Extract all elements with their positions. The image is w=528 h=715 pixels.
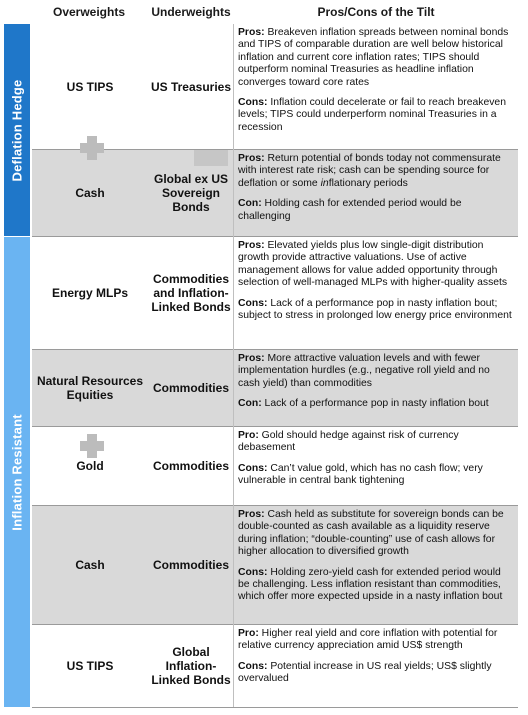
pros-text: [238, 353, 514, 390]
table-row: [32, 427, 518, 505]
overweight-cell: Gold: [76, 459, 104, 473]
cons-body: Inflation could decelerate or fail to reach breakeven levels; TIPS could underperform nominal Treasuries in a recession: [238, 97, 506, 133]
pros-text: [238, 27, 514, 89]
pros-body: Higher real yield and core inflation with potential for relative currency appreciation amid US$ strength: [238, 628, 498, 652]
pros-cons-cell: [234, 24, 518, 149]
pros-cons-cell: [234, 350, 518, 426]
pros-body: Breakeven inflation spreads between nominal bonds and TIPS of comparable duration are well below historical inflation and current core inflation rates; TIPS should outperform nominal Treasuries as headline inflation converges toward core rates: [238, 27, 509, 88]
pros-cons-cell: [234, 427, 518, 505]
pros-italic: in: [320, 177, 329, 189]
cons-body: Holding zero-yield cash for extended period would be challenging. Less inflation resistant than commodities, which offer more expected upside in a nasty inflation bout: [238, 566, 503, 603]
section-deflation-hedge: [4, 24, 30, 236]
pros-text: [238, 153, 514, 190]
row-divider: [32, 707, 518, 708]
underweight-cell: Commodities and Inflation-Linked Bonds: [151, 272, 231, 314]
pros-label: Pro:: [238, 430, 259, 441]
pros-cons-cell: [234, 150, 518, 236]
overweight-cell: US TIPS: [66, 79, 114, 94]
cons-label: Cons:: [238, 462, 268, 474]
pros-cons-cell: [234, 237, 518, 349]
pros-body: Return potential of bonds today not commensurate with interest rate risk; cash can be spending source for deflation or some: [238, 153, 501, 189]
cons-body: Lack of a performance pop in nasty inflation bout; subject to stress in prolonged low energy price environment: [238, 297, 512, 322]
pros-text: [238, 509, 514, 559]
pros-cons-cell: [234, 506, 518, 624]
cons-body: Holding cash for extended period would be challenging: [238, 198, 462, 222]
overweight-cell: Energy MLPs: [51, 286, 129, 300]
pros-body: Gold should hedge against risk of currency debasement: [238, 430, 459, 454]
pros-label: Pro:: [238, 628, 259, 639]
cons-label: Cons:: [238, 566, 268, 578]
overweight-cell: US TIPS: [66, 659, 114, 673]
pros-text: [238, 240, 514, 290]
cons-text: [238, 661, 514, 686]
pros-body: Cash held as substitute for sovereign bonds can be double-counted as cash available as a liquidity reserve during inflation; “double-counting” use of cash allows for higher allocation to diversified growth: [238, 509, 504, 558]
table-row: [32, 506, 518, 624]
header-overweights: Overweights: [52, 5, 126, 19]
underweight-cell: US Treasuries: [150, 79, 232, 94]
underweight-cell: Commodities: [152, 381, 229, 395]
pros-label: Pros:: [238, 353, 265, 364]
header-underweights: Underweights: [151, 5, 231, 19]
overweight-cell: Cash: [75, 558, 105, 572]
underweight-cell: Global Inflation-Linked Bonds: [151, 645, 231, 687]
section-deflation-label: Deflation Hedge: [9, 79, 25, 181]
pros-text: [238, 628, 514, 653]
underweight-cell: Commodities: [152, 558, 229, 572]
cons-text: [238, 198, 514, 223]
pros-label: Pros:: [238, 27, 265, 38]
overweight-cell: Cash: [75, 186, 105, 200]
cons-label: Cons:: [238, 297, 268, 309]
cons-text: [238, 398, 514, 410]
table-row: [32, 625, 518, 707]
cons-text: [238, 298, 514, 323]
cons-body: Can’t value gold, which has no cash flow; very vulnerable in central bank tightening: [238, 462, 483, 487]
table-row: [32, 24, 518, 149]
pros-label: Pros:: [238, 153, 265, 164]
column-divider: [233, 24, 234, 707]
cons-body: Potential increase in US real yields; US$ slightly overvalued: [238, 660, 492, 685]
pros-text: [238, 430, 514, 455]
section-inflation-resistant: [4, 237, 30, 707]
cons-label: Cons:: [238, 660, 268, 672]
pros-tail: flationary periods: [328, 177, 408, 189]
table-row: [32, 150, 518, 236]
section-inflation-label: Inflation Resistant: [9, 413, 25, 531]
pros-body: Elevated yields plus low single-digit distribution growth provide attractive valuations. Use of active management allows for value added opportunity through selection of well-managed MLPs with higher-quality assets: [238, 240, 508, 289]
pros-cons-cell: [234, 625, 518, 707]
cons-body: Lack of a performance pop in nasty inflation bout: [261, 398, 489, 410]
underweight-cell: Commodities: [152, 459, 229, 473]
underweight-cell: Global ex US Sovereign Bonds: [153, 172, 229, 214]
pros-label: Pros:: [238, 509, 265, 520]
pros-label: Pros:: [238, 240, 265, 251]
cons-label: Cons:: [238, 97, 268, 109]
cons-text: [238, 97, 514, 134]
cons-text: [238, 463, 514, 488]
pros-body: More attractive valuation levels and with fewer implementation hurdles (e.g., negative roll yield and no cash yield) than commodities: [238, 353, 490, 389]
table-row: [32, 350, 518, 426]
cons-label: Con:: [238, 398, 262, 410]
overweight-cell: Natural Resources Equities: [36, 374, 144, 402]
table-row: [32, 237, 518, 349]
cons-label: Con:: [238, 198, 262, 210]
cons-text: [238, 567, 514, 604]
header-pros-cons: Pros/Cons of the Tilt: [317, 5, 435, 19]
